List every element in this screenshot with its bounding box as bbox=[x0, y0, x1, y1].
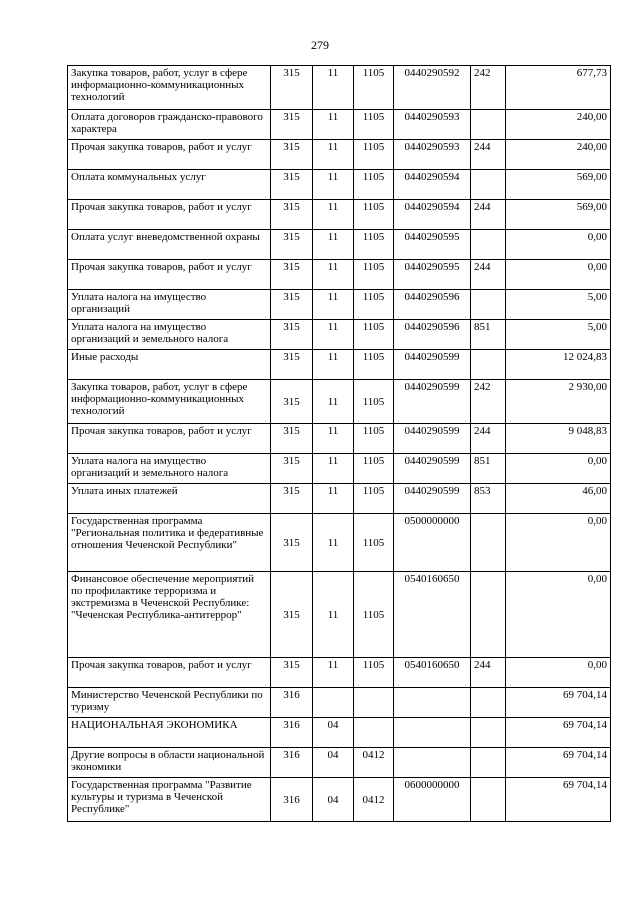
row-code: 315 bbox=[271, 200, 313, 230]
row-subsection: 0412 bbox=[354, 748, 394, 778]
row-subsection: 1105 bbox=[354, 66, 394, 110]
row-name: Прочая закупка товаров, работ и услуг bbox=[68, 140, 271, 170]
row-code: 315 bbox=[271, 66, 313, 110]
row-expense: 244 bbox=[471, 140, 506, 170]
row-target: 0440290599 bbox=[394, 380, 471, 424]
row-name: Министерство Чеченской Республики по туризму bbox=[68, 688, 271, 718]
row-target: 0600000000 bbox=[394, 778, 471, 822]
row-subsection: 1105 bbox=[354, 260, 394, 290]
row-subsection: 1105 bbox=[354, 110, 394, 140]
row-code: 316 bbox=[271, 748, 313, 778]
row-subsection: 1105 bbox=[354, 170, 394, 200]
table-row bbox=[68, 454, 611, 484]
row-amount: 9 048,83 bbox=[506, 424, 611, 454]
row-code: 315 bbox=[271, 572, 313, 658]
row-expense bbox=[471, 290, 506, 320]
row-section: 11 bbox=[313, 350, 354, 380]
row-section: 04 bbox=[313, 748, 354, 778]
row-expense: 244 bbox=[471, 424, 506, 454]
row-section: 11 bbox=[313, 230, 354, 260]
row-subsection: 1105 bbox=[354, 572, 394, 658]
row-amount: 2 930,00 bbox=[506, 380, 611, 424]
row-name: Прочая закупка товаров, работ и услуг bbox=[68, 260, 271, 290]
row-code: 316 bbox=[271, 718, 313, 748]
row-subsection: 1105 bbox=[354, 424, 394, 454]
budget-table bbox=[67, 65, 611, 822]
row-expense: 244 bbox=[471, 658, 506, 688]
row-subsection: 1105 bbox=[354, 514, 394, 572]
row-amount: 240,00 bbox=[506, 140, 611, 170]
row-amount: 569,00 bbox=[506, 200, 611, 230]
row-target bbox=[394, 748, 471, 778]
row-expense bbox=[471, 350, 506, 380]
row-target: 0440290599 bbox=[394, 454, 471, 484]
row-name: Закупка товаров, работ, услуг в сфере информационно-коммуникационных технологий bbox=[68, 66, 271, 110]
row-amount: 69 704,14 bbox=[506, 748, 611, 778]
row-name: Другие вопросы в области национальной экономики bbox=[68, 748, 271, 778]
table-row bbox=[68, 688, 611, 718]
table-row bbox=[68, 658, 611, 688]
row-name: Закупка товаров, работ, услуг в сфере информационно-коммуникационных технологий bbox=[68, 380, 271, 424]
row-section: 11 bbox=[313, 110, 354, 140]
row-amount: 69 704,14 bbox=[506, 688, 611, 718]
table-row bbox=[68, 140, 611, 170]
table-row bbox=[68, 778, 611, 822]
table-row bbox=[68, 484, 611, 514]
row-section: 11 bbox=[313, 572, 354, 658]
row-subsection: 1105 bbox=[354, 140, 394, 170]
row-subsection bbox=[354, 688, 394, 718]
row-expense bbox=[471, 110, 506, 140]
row-code: 315 bbox=[271, 320, 313, 350]
row-target: 0440290594 bbox=[394, 170, 471, 200]
row-code: 315 bbox=[271, 658, 313, 688]
row-expense: 244 bbox=[471, 200, 506, 230]
row-amount: 5,00 bbox=[506, 320, 611, 350]
row-code: 315 bbox=[271, 514, 313, 572]
row-subsection: 1105 bbox=[354, 200, 394, 230]
row-code: 316 bbox=[271, 688, 313, 718]
row-section: 11 bbox=[313, 514, 354, 572]
row-expense: 244 bbox=[471, 260, 506, 290]
row-subsection: 1105 bbox=[354, 350, 394, 380]
row-code: 315 bbox=[271, 260, 313, 290]
row-section: 11 bbox=[313, 290, 354, 320]
row-target: 0500000000 bbox=[394, 514, 471, 572]
row-code: 315 bbox=[271, 380, 313, 424]
row-amount: 5,00 bbox=[506, 290, 611, 320]
row-expense bbox=[471, 514, 506, 572]
row-section: 11 bbox=[313, 170, 354, 200]
row-expense bbox=[471, 688, 506, 718]
row-expense: 242 bbox=[471, 66, 506, 110]
table-row bbox=[68, 66, 611, 110]
row-amount: 0,00 bbox=[506, 572, 611, 658]
row-code: 315 bbox=[271, 484, 313, 514]
table-row bbox=[68, 572, 611, 658]
table-row bbox=[68, 424, 611, 454]
row-target: 0440290596 bbox=[394, 290, 471, 320]
row-section bbox=[313, 688, 354, 718]
row-name: Иные расходы bbox=[68, 350, 271, 380]
row-expense bbox=[471, 748, 506, 778]
page-number: 279 bbox=[311, 38, 329, 52]
row-target: 0540160650 bbox=[394, 658, 471, 688]
row-code: 315 bbox=[271, 424, 313, 454]
row-name: Прочая закупка товаров, работ и услуг bbox=[68, 424, 271, 454]
row-code: 315 bbox=[271, 290, 313, 320]
row-name: Уплата иных платежей bbox=[68, 484, 271, 514]
row-subsection: 1105 bbox=[354, 380, 394, 424]
row-amount: 0,00 bbox=[506, 230, 611, 260]
row-section: 11 bbox=[313, 484, 354, 514]
row-code: 315 bbox=[271, 454, 313, 484]
table-row bbox=[68, 320, 611, 350]
row-subsection: 1105 bbox=[354, 320, 394, 350]
row-section: 11 bbox=[313, 200, 354, 230]
table-row bbox=[68, 170, 611, 200]
row-section: 11 bbox=[313, 260, 354, 290]
row-name: Государственная программа "Региональная политика и федеративные отношения Чеченской Республики" bbox=[68, 514, 271, 572]
row-code: 315 bbox=[271, 230, 313, 260]
row-target: 0440290599 bbox=[394, 424, 471, 454]
row-section: 11 bbox=[313, 140, 354, 170]
row-section: 11 bbox=[313, 320, 354, 350]
row-code: 315 bbox=[271, 110, 313, 140]
row-name: Оплата договоров гражданско-правового характера bbox=[68, 110, 271, 140]
row-section: 11 bbox=[313, 424, 354, 454]
row-section: 11 bbox=[313, 380, 354, 424]
row-subsection: 1105 bbox=[354, 484, 394, 514]
row-amount: 69 704,14 bbox=[506, 778, 611, 822]
row-subsection bbox=[354, 718, 394, 748]
row-amount: 240,00 bbox=[506, 110, 611, 140]
row-section: 11 bbox=[313, 658, 354, 688]
row-amount: 569,00 bbox=[506, 170, 611, 200]
row-code: 315 bbox=[271, 350, 313, 380]
row-name: НАЦИОНАЛЬНАЯ ЭКОНОМИКА bbox=[68, 718, 271, 748]
row-name: Прочая закупка товаров, работ и услуг bbox=[68, 658, 271, 688]
table-row bbox=[68, 290, 611, 320]
row-target: 0440290593 bbox=[394, 140, 471, 170]
row-expense bbox=[471, 572, 506, 658]
row-name: Уплата налога на имущество организаций и земельного налога bbox=[68, 454, 271, 484]
row-section: 04 bbox=[313, 778, 354, 822]
row-amount: 677,73 bbox=[506, 66, 611, 110]
row-amount: 69 704,14 bbox=[506, 718, 611, 748]
row-target bbox=[394, 718, 471, 748]
row-code: 315 bbox=[271, 170, 313, 200]
row-expense bbox=[471, 230, 506, 260]
row-name: Прочая закупка товаров, работ и услуг bbox=[68, 200, 271, 230]
row-section: 11 bbox=[313, 454, 354, 484]
row-section: 11 bbox=[313, 66, 354, 110]
table-row bbox=[68, 350, 611, 380]
row-target: 0440290594 bbox=[394, 200, 471, 230]
table-row bbox=[68, 748, 611, 778]
row-target: 0440290595 bbox=[394, 230, 471, 260]
row-target: 0440290592 bbox=[394, 66, 471, 110]
row-target: 0440290599 bbox=[394, 350, 471, 380]
row-expense bbox=[471, 718, 506, 748]
table-row bbox=[68, 230, 611, 260]
row-expense: 851 bbox=[471, 320, 506, 350]
row-expense bbox=[471, 170, 506, 200]
table-row bbox=[68, 514, 611, 572]
row-expense bbox=[471, 778, 506, 822]
row-section: 04 bbox=[313, 718, 354, 748]
row-name: Финансовое обеспечение мероприятий по профилактике терроризма и экстремизма в Чеченской Республике: "Чеченская Республика-антитеррор" bbox=[68, 572, 271, 658]
row-subsection: 1105 bbox=[354, 290, 394, 320]
row-amount: 0,00 bbox=[506, 514, 611, 572]
row-target: 0440290593 bbox=[394, 110, 471, 140]
row-name: Уплата налога на имущество организаций и земельного налога bbox=[68, 320, 271, 350]
table-row bbox=[68, 260, 611, 290]
row-expense: 851 bbox=[471, 454, 506, 484]
row-target: 0440290596 bbox=[394, 320, 471, 350]
row-amount: 12 024,83 bbox=[506, 350, 611, 380]
row-target: 0540160650 bbox=[394, 572, 471, 658]
row-subsection: 0412 bbox=[354, 778, 394, 822]
row-amount: 0,00 bbox=[506, 260, 611, 290]
table-row bbox=[68, 718, 611, 748]
row-expense: 853 bbox=[471, 484, 506, 514]
row-name: Оплата коммунальных услуг bbox=[68, 170, 271, 200]
row-target: 0440290599 bbox=[394, 484, 471, 514]
row-subsection: 1105 bbox=[354, 230, 394, 260]
row-amount: 0,00 bbox=[506, 454, 611, 484]
table-row bbox=[68, 110, 611, 140]
row-subsection: 1105 bbox=[354, 658, 394, 688]
table-row bbox=[68, 200, 611, 230]
row-code: 315 bbox=[271, 140, 313, 170]
row-amount: 0,00 bbox=[506, 658, 611, 688]
row-amount: 46,00 bbox=[506, 484, 611, 514]
table-row bbox=[68, 380, 611, 424]
row-name: Оплата услуг вневедомственной охраны bbox=[68, 230, 271, 260]
row-target: 0440290595 bbox=[394, 260, 471, 290]
row-name: Уплата налога на имущество организаций bbox=[68, 290, 271, 320]
row-target bbox=[394, 688, 471, 718]
row-name: Государственная программа "Развитие культуры и туризма в Чеченской Республике" bbox=[68, 778, 271, 822]
row-subsection: 1105 bbox=[354, 454, 394, 484]
row-code: 316 bbox=[271, 778, 313, 822]
row-expense: 242 bbox=[471, 380, 506, 424]
